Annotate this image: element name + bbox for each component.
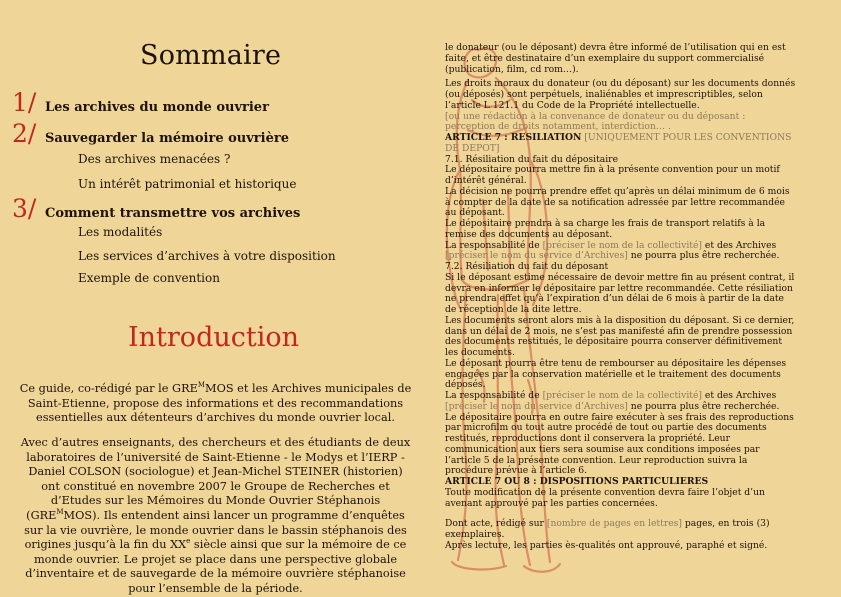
paragraph: La décision ne pourra prendre effet qu’après un délai minimum de 6 mois à compter de la date de sa notification adressée par lettre recommandée au déposant. xyxy=(445,185,790,219)
placeholder: [préciser le nom du service d’Archives] xyxy=(445,400,628,412)
text: pages, en trois (3) exemplaires. xyxy=(445,518,770,540)
placeholder: [nombre de pages en lettres] xyxy=(546,518,682,530)
paragraph: Le dépositaire pourra en outre faire exécuter à ses frais des reproductions par microfilm ou tout autre procédé de tout ou partie des documents restitués, reproductions dont il conservera la propriété. Leur communication aux tiers sera soumise aux conditions imposées par l’article 5 de la présente convention. Leur reproduction suivra la procédure prévue à l’article 6. xyxy=(445,411,794,477)
toc-number: 1/ xyxy=(12,88,37,117)
superscript: e xyxy=(186,537,191,546)
paragraph: Toute modification de la présente convention devra faire l’objet d’un avenant approuvé par les parties concernées. xyxy=(445,486,765,509)
superscript: M xyxy=(197,381,206,390)
intro-text: Avec d’autres enseignants, des chercheurs et des étudiants de deux laboratoires de l’université de Saint-Etienne - le Modys et l’IERP - Daniel COLSON (sociologue) et Jean-Michel STEINER (historien) ont constitué en novembre 2007 le Groupe de Recherches et d’Etudes sur les Mémoires du Monde Ouvrier Stéphanois (GRE xyxy=(20,436,411,522)
text: et des Archives xyxy=(701,390,777,401)
heading-note: [UNIQUEMENT POUR LES CONVENTIONS DE DEPOT] xyxy=(445,132,792,154)
section-heading: 7.1. Résiliation du fait du dépositaire xyxy=(445,153,619,165)
superscript: M xyxy=(56,508,64,517)
paragraph: Le dépositaire pourra mettre fin à la présente convention pour un motif d’intérêt général. xyxy=(445,164,780,186)
text: La responsabilité de xyxy=(445,390,543,401)
closing-paragraph xyxy=(445,519,797,541)
intro-text: MOS et les Archives municipales de Saint-Etienne, propose des informations et des recommandations essentielles aux détenteurs d’archives du monde ouvrier local. xyxy=(27,382,412,425)
text: La responsabilité de xyxy=(445,239,543,251)
paragraph: Si le déposant estime nécessaire de devoir mettre fin au présent contrat, il devra en informer le dépositaire par lettre recommandée. Cette résiliation ne prendra effet qu’à l’expiration d’un délai de 6 mois à partir de la date de réception de la dite lettre. xyxy=(445,271,795,315)
toc-number: 2/ xyxy=(12,119,37,148)
paragraph: Les documents seront alors mis à la disposition du déposant. Si ce dernier, dans un délai de 2 mois, ne s’est pas manifesté afin de prendre possession des documents restitués, le dépositaire pourra conserver définitivement les documents. xyxy=(445,314,795,358)
toc-item-2[interactable] xyxy=(12,119,289,148)
toc-subitem[interactable]: Un intérêt patrimonial et historique xyxy=(78,177,297,191)
toc-label: Comment transmettre vos archives xyxy=(45,206,301,221)
intro-text: siècle ainsi que sur la mémoire de ce monde ouvrier. Le projet se place dans une perspective globale d’inventaire et de sauvegarde de la mémoire ouvrière stéphanoise pour l’ensemble de la période. xyxy=(25,538,407,595)
text: ne pourra plus être recherchée. xyxy=(627,400,780,412)
heading-text: ARTICLE 7 : RESILIATION xyxy=(445,132,582,143)
toc-subitem[interactable]: Des archives menacées ? xyxy=(78,152,231,166)
toc-subitem[interactable]: Les services d’archives à votre disposition xyxy=(78,249,336,263)
paragraph: Les droits moraux du donateur (ou du déposant) sur les documents donnés (ou déposés) sont perpétuels, inaliénables et imprescriptibles, selon l’article L 121.1 du Code de la Propriété intellectuelle. xyxy=(445,78,796,111)
article-7-heading xyxy=(445,133,797,155)
paragraph: Le dépositaire prendra à sa charge les frais de transport relatifs à la remise des documents au déposant. xyxy=(445,218,766,240)
sommaire-title: Sommaire xyxy=(140,40,282,71)
left-page xyxy=(0,0,420,595)
text: Dont acte, rédigé sur xyxy=(445,518,547,530)
placeholder: [préciser le nom du service d’Archives] xyxy=(445,250,628,262)
placeholder: [préciser le nom de la collectivité] xyxy=(542,390,702,401)
responsibility-paragraph xyxy=(445,241,797,263)
intro-text: MOS). Ils entendent ainsi lancer un programme d’enquêtes sur la vie ouvrière, le monde ouvrier dans le bassin stéphanois des origines jusqu’à la fin du XX xyxy=(24,508,407,552)
closing-paragraph: Après lecture, les parties ès-qualités ont approuvé, paraphé et signé. xyxy=(445,539,768,551)
right-page xyxy=(445,43,797,552)
intro-paragraph-2 xyxy=(18,436,413,597)
placeholder-paragraph: [ou une rédaction à la convenance de donateur ou du déposant : perception de droits notamment, interdiction… . xyxy=(445,110,746,133)
text: ne pourra plus être recherchée. xyxy=(627,250,780,262)
responsibility-paragraph xyxy=(445,391,797,413)
toc-subitem[interactable]: Exemple de convention xyxy=(78,271,220,285)
toc-number: 3/ xyxy=(12,194,37,223)
text: et des Archives xyxy=(701,239,777,251)
paragraph: le donateur (ou le déposant) devra être informé de l’utilisation qui en est faite, et être destinataire d’un exemplaire du support commercialisé (publication, film, cd rom…). xyxy=(445,42,786,75)
section-heading: 7.2. Résiliation du fait du déposant xyxy=(445,261,609,272)
article-7-8-heading: ARTICLE 7 OU 8 : DISPOSITIONS PARTICULIERES xyxy=(445,476,709,487)
toc-subitem[interactable]: Les modalités xyxy=(78,225,163,239)
toc-label: Les archives du monde ouvrier xyxy=(45,100,269,115)
paragraph: Le déposant pourra être tenu de rembourser au dépositaire les dépenses engagées par la conservation matérielle et le traitement des documents déposés. xyxy=(445,357,787,391)
toc-item-3[interactable] xyxy=(12,194,301,223)
intro-paragraph-1 xyxy=(18,382,413,426)
intro-text: Ce guide, co-rédigé par le GRE xyxy=(19,382,198,395)
placeholder: [préciser le nom de la collectivité] xyxy=(542,239,702,251)
introduction-title: Introduction xyxy=(128,322,299,353)
toc-item-1[interactable] xyxy=(12,88,269,117)
toc-label: Sauvegarder la mémoire ouvrière xyxy=(45,131,289,146)
